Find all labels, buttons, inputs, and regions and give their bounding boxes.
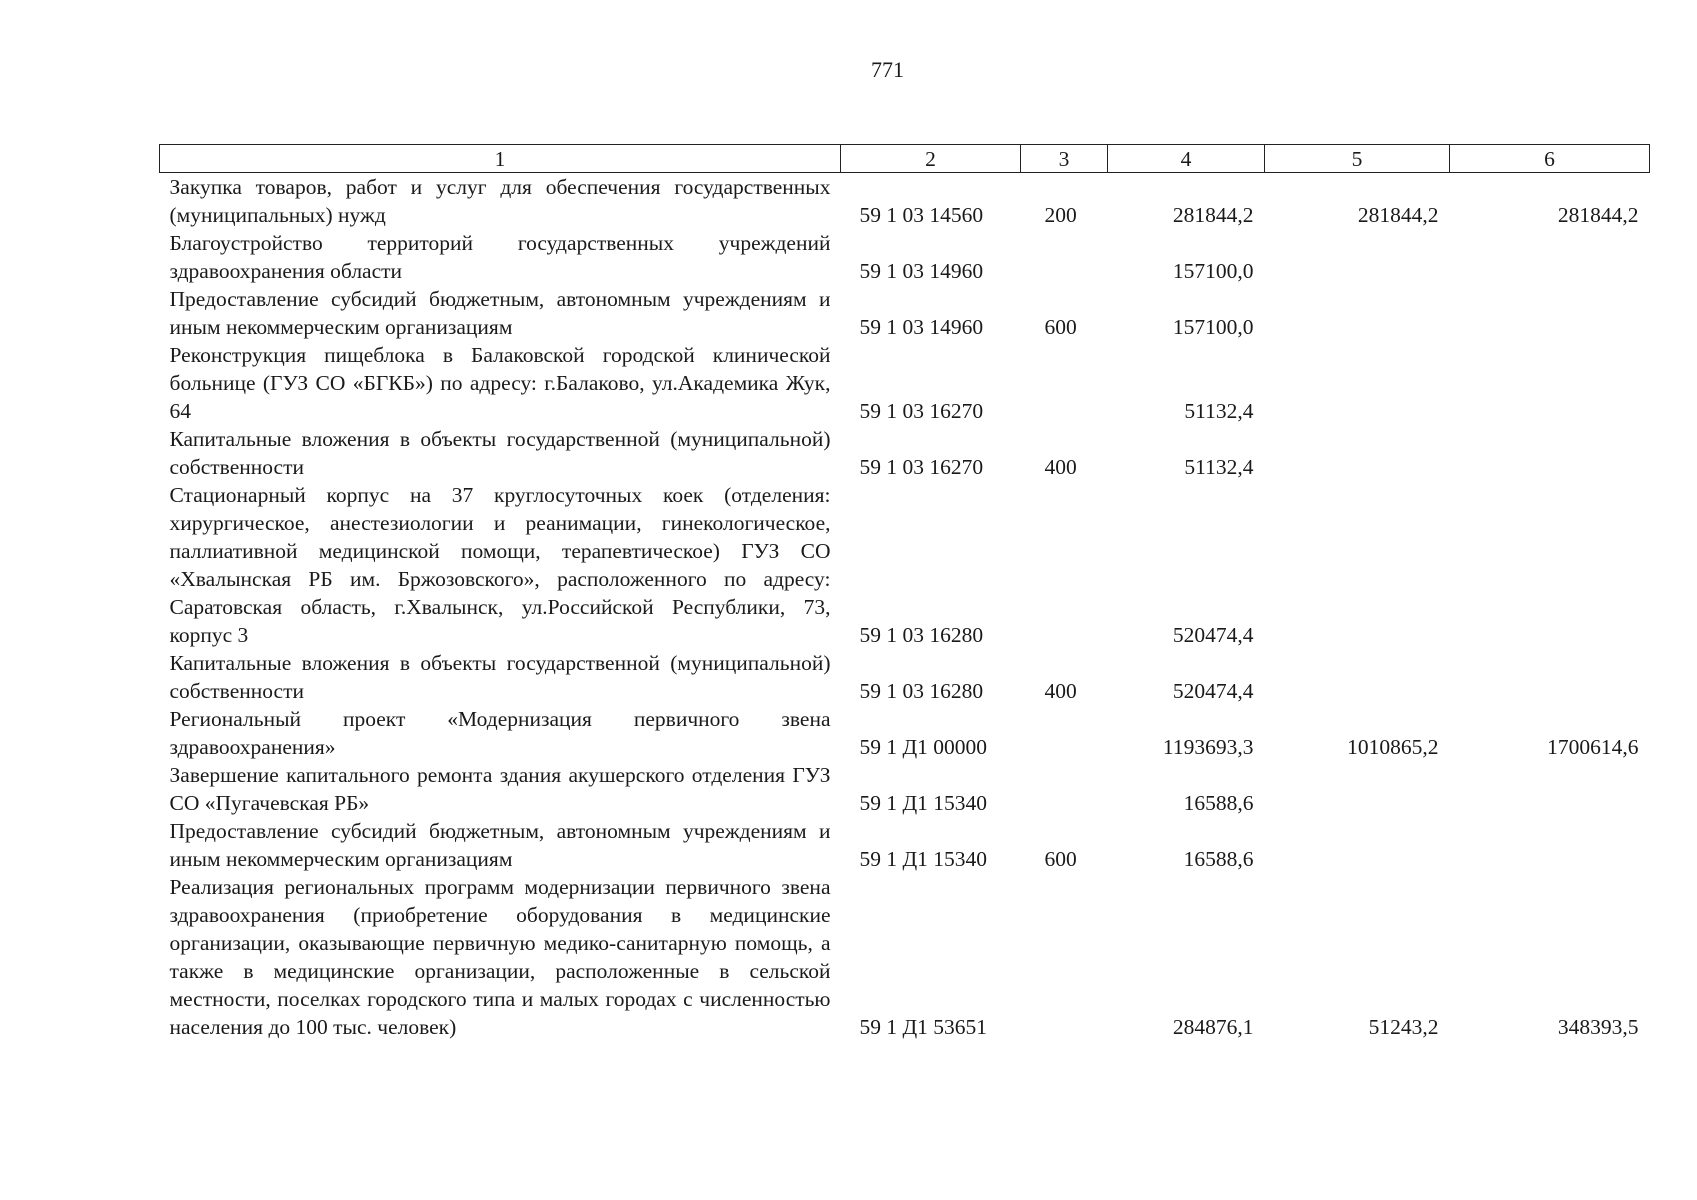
row-sum-3 [1450,229,1650,285]
table-row [160,425,1650,481]
row-code: 59 1 03 16270 [859,399,984,423]
row-code: 59 1 Д1 15340 [859,791,988,815]
row-name: Региональный проект «Модернизация первичного звена здравоохранения» [169,707,831,759]
row-name: Реконструкция пищеблока в Балаковской городской клинической больнице (ГУЗ СО «БГКБ») по адресу: г.Балаково, ул.Академика Жук, 64 [169,343,831,423]
row-code: 59 1 03 16280 [859,679,984,703]
column-header-1: 1 [160,145,841,173]
row-sum-1: 520474,4 [1172,623,1254,647]
row-name: Завершение капитального ремонта здания акушерского отделения ГУЗ СО «Пугачевская РБ» [169,763,831,815]
row-sum-1: 16588,6 [1183,791,1254,815]
row-sum-3 [1450,341,1650,425]
row-sum-3: 281844,2 [1557,203,1639,227]
column-header-2: 2 [841,145,1021,173]
row-type [1021,873,1108,1041]
row-name: Реализация региональных программ модернизации первичного звена здравоохранения (приобретение оборудования в медицинские организации, оказывающие первичную медико-санитарную помощь, а также в медицинские организации, расположенные в сельской местности, поселках городского типа и малых городах с численностью населения до 100 тыс. человек) [169,875,831,1039]
row-type [1021,705,1108,761]
page-number: 771 [871,57,904,82]
row-sum-1: 51132,4 [1184,455,1254,479]
row-sum-2 [1265,817,1450,873]
row-name: Капитальные вложения в объекты государственной (муниципальной) собственности [169,651,831,703]
table-row [160,173,1650,230]
row-sum-3: 1700614,6 [1547,735,1639,759]
row-type [1021,481,1108,649]
row-sum-2 [1265,341,1450,425]
row-type: 400 [1044,679,1077,703]
row-sum-2: 281844,2 [1357,203,1439,227]
row-sum-1: 157100,0 [1172,259,1254,283]
row-sum-1: 1193693,3 [1162,735,1254,759]
row-sum-2 [1265,285,1450,341]
row-code: 59 1 03 16280 [859,623,984,647]
row-name: Капитальные вложения в объекты государственной (муниципальной) собственности [169,427,831,479]
row-sum-1: 157100,0 [1172,315,1254,339]
row-sum-1: 281844,2 [1172,203,1254,227]
row-sum-3 [1450,817,1650,873]
table-row [160,705,1650,761]
row-type: 200 [1044,203,1077,227]
table-row [160,229,1650,285]
row-sum-3 [1450,425,1650,481]
table-row [160,649,1650,705]
row-sum-3 [1450,761,1650,817]
row-sum-2 [1265,425,1450,481]
table-row [160,341,1650,425]
row-name: Закупка товаров, работ и услуг для обеспечения государственных (муниципальных) нужд [169,175,831,227]
row-type [1021,229,1108,285]
table-row [160,873,1650,1041]
row-sum-2: 51243,2 [1368,1015,1439,1039]
row-sum-2: 1010865,2 [1347,735,1439,759]
row-code: 59 1 03 14960 [859,259,984,283]
row-type: 400 [1044,455,1077,479]
row-sum-3 [1450,285,1650,341]
row-sum-3 [1450,481,1650,649]
column-header-6: 6 [1450,145,1650,173]
row-code: 59 1 Д1 15340 [859,847,988,871]
row-sum-1: 16588,6 [1183,847,1254,871]
row-sum-1: 284876,1 [1172,1015,1254,1039]
row-type: 600 [1044,315,1077,339]
column-header-4: 4 [1108,145,1265,173]
row-type: 600 [1044,847,1077,871]
row-sum-2 [1265,761,1450,817]
row-sum-2 [1265,649,1450,705]
row-sum-2 [1265,229,1450,285]
row-code: 59 1 03 16270 [859,455,984,479]
row-code: 59 1 Д1 00000 [859,735,988,759]
row-code: 59 1 03 14960 [859,315,984,339]
table-row [160,817,1650,873]
column-header-5: 5 [1265,145,1450,173]
row-name: Предоставление субсидий бюджетным, автономным учреждениям и иным некоммерческим организациям [169,287,831,339]
row-name: Благоустройство территорий государственных учреждений здравоохранения области [169,231,831,283]
row-type [1021,341,1108,425]
row-sum-3 [1450,649,1650,705]
row-sum-1: 51132,4 [1184,399,1254,423]
row-sum-2 [1265,481,1450,649]
row-sum-1: 520474,4 [1172,679,1254,703]
row-code: 59 1 Д1 53651 [859,1015,988,1039]
table-header-row [160,145,1650,173]
row-name: Стационарный корпус на 37 круглосуточных коек (отделения: хирургическое, анестезиологии и реанимации, гинекологическое, паллиативной медицинской помощи, терапевтическое) ГУЗ СО «Хвалынская РБ им. Бржозовского», расположенного по адресу: Саратовская область, г.Хвалынск, ул.Российской Республики, 73, корпус 3 [169,483,831,647]
table-row [160,285,1650,341]
table-row [160,481,1650,649]
row-name: Предоставление субсидий бюджетным, автономным учреждениям и иным некоммерческим организациям [169,819,831,871]
budget-table [159,144,1650,1041]
row-sum-3: 348393,5 [1557,1015,1639,1039]
column-header-3: 3 [1021,145,1108,173]
table-row [160,761,1650,817]
row-type [1021,761,1108,817]
row-code: 59 1 03 14560 [859,203,984,227]
